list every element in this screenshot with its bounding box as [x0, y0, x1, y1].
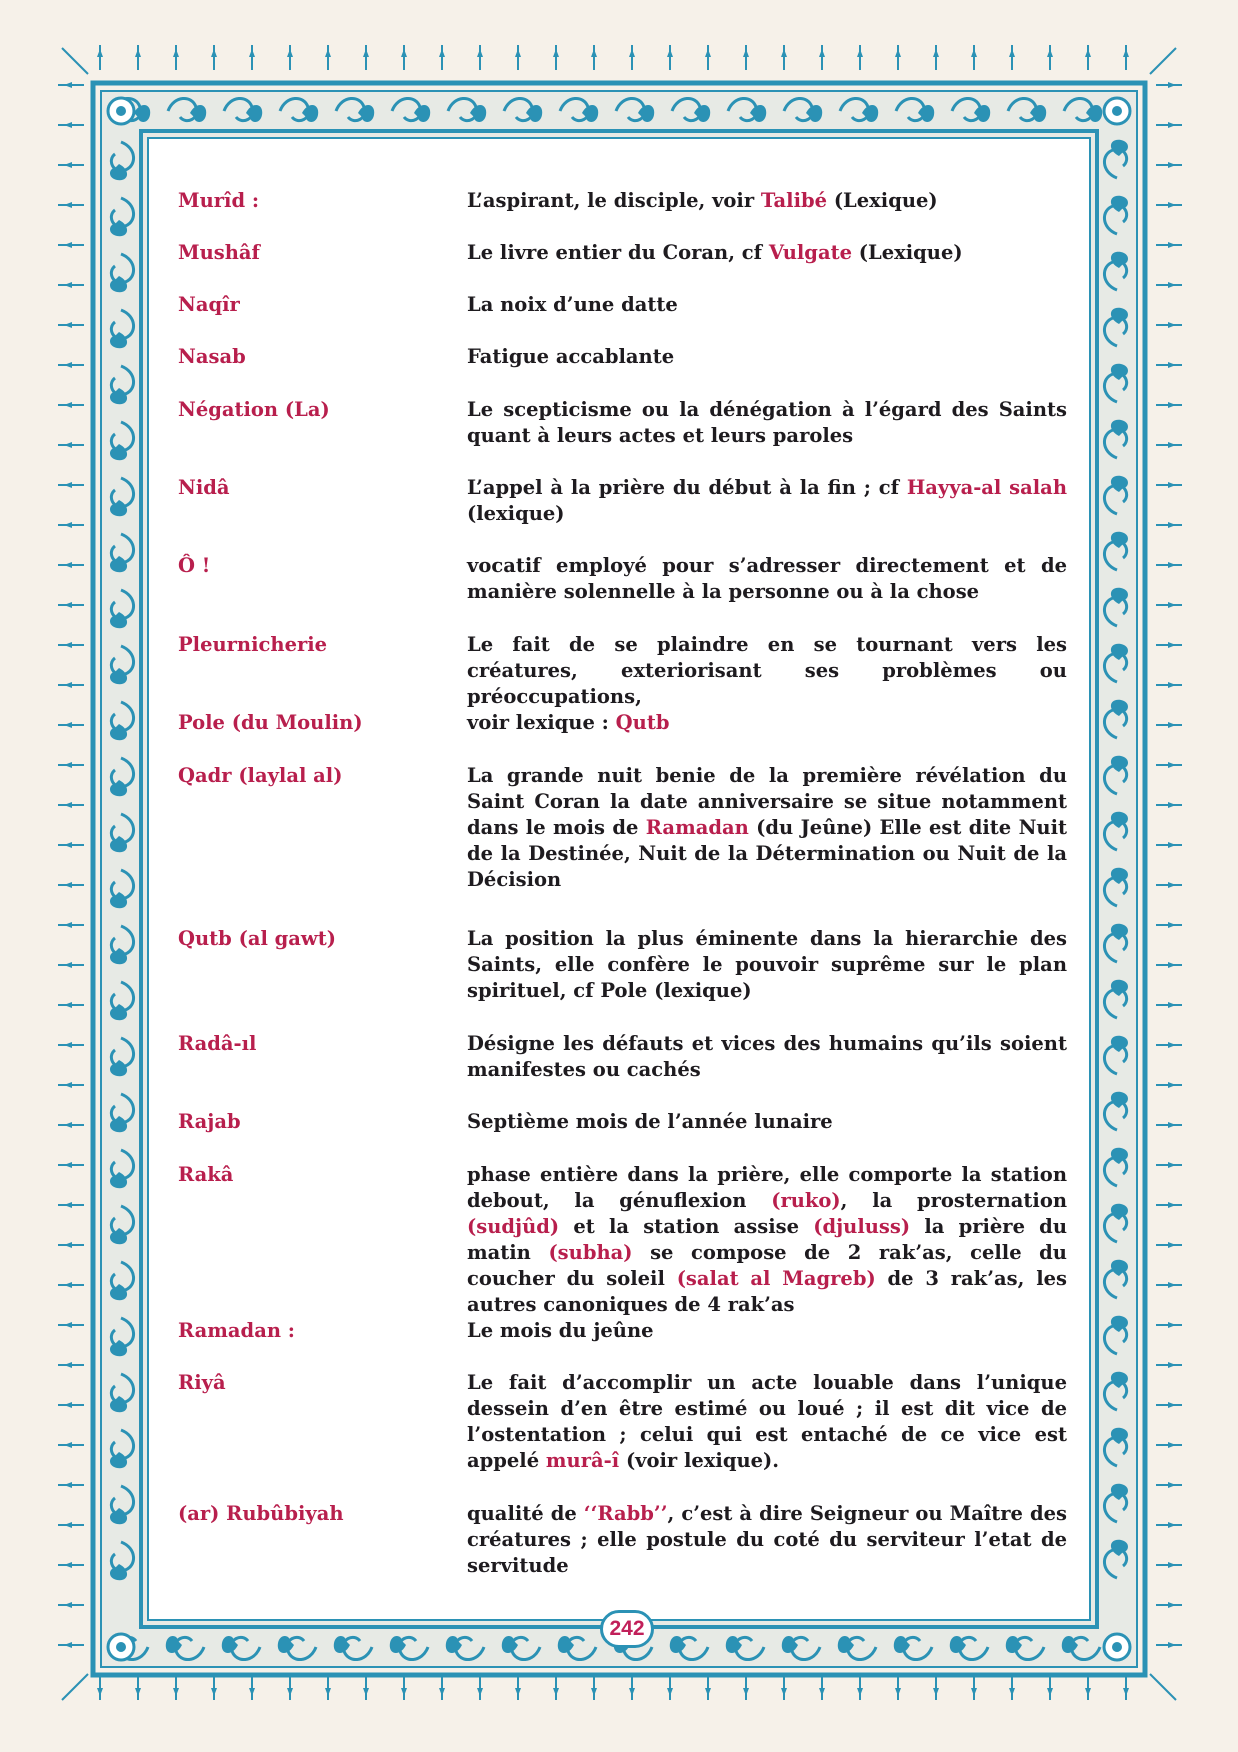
- definition-text: La position la plus éminente dans la hierarchie des Saints, elle confère le pouvoir suprême sur le plan spirituel, cf Pole (lexique): [467, 927, 1067, 1002]
- definition-text: L’appel à la prière du début à la fin ; cf: [467, 476, 907, 499]
- glossary-term: Naqîr: [178, 293, 240, 316]
- cross-reference: ‘‘Rabb’’: [583, 1502, 668, 1525]
- cross-reference: Hayya-al salah: [906, 476, 1067, 499]
- cross-reference: (salat al Magreb): [676, 1267, 876, 1290]
- glossary-definition: [467, 710, 1067, 736]
- glossary-term: Mushâf: [178, 241, 260, 264]
- glossary-term: Qadr (laylal al): [178, 764, 343, 787]
- glossary-definition: [467, 1031, 1067, 1083]
- cross-reference: (subha): [548, 1241, 633, 1264]
- definition-text: la prière du matin: [467, 1215, 1067, 1264]
- definition-text: L’aspirant, le disciple, voir: [467, 189, 761, 212]
- glossary-term: (ar) Rubûbiyah: [178, 1502, 344, 1525]
- glossary-definition: [467, 763, 1067, 893]
- definition-text: Fatigue accablante: [467, 345, 675, 368]
- glossary-definition: [467, 240, 1067, 266]
- cross-reference: (sudjûd): [467, 1215, 560, 1238]
- cross-reference: murâ-î: [545, 1449, 620, 1472]
- glossary-term: Riyâ: [178, 1371, 226, 1394]
- glossary-definition: [467, 188, 1067, 214]
- glossary-definition: [467, 1370, 1067, 1474]
- glossary-definition: [467, 926, 1067, 1004]
- glossary-definition: [467, 344, 1067, 370]
- definition-text: Le mois du jeûne: [467, 1319, 654, 1342]
- cross-reference: Qutb: [615, 711, 670, 734]
- definition-text: Septième mois de l’année lunaire: [467, 1110, 833, 1133]
- cross-reference: (djuluss): [813, 1215, 911, 1238]
- glossary-definition: [467, 475, 1067, 527]
- definition-text: de 3 rak’as, les autres canoniques de 4 rak’as: [467, 1267, 1068, 1316]
- definition-text: qualité de: [467, 1502, 584, 1525]
- glossary-term: Qutb (al gawt): [178, 927, 336, 950]
- definition-text: (du Jeûne) Elle est dite Nuit de la Destinée, Nuit de la Détermination ou Nuit de la Décision: [467, 816, 1067, 891]
- definition-text: La noix d’une datte: [467, 293, 678, 316]
- definition-text: , la prosternation: [840, 1189, 1068, 1212]
- definition-text: La grande nuit benie de la première révélation du Saint Coran la date anniversaire se situe notamment dans le mois de: [467, 764, 1067, 839]
- definition-text: se compose de 2 rak’as, celle du coucher du soleil: [467, 1241, 1067, 1290]
- cross-reference: Talibé: [760, 189, 828, 212]
- glossary-term: Ramadan :: [178, 1319, 295, 1342]
- cross-reference: Ramadan: [645, 816, 749, 839]
- cross-reference: Vulgate: [768, 241, 852, 264]
- definition-text: Le scepticisme ou la dénégation à l’égard des Saints quant à leurs actes et leurs paroles: [467, 398, 1067, 447]
- definition-text: vocatif employé pour s’adresser directement et de manière solennelle à la personne ou à la chose: [467, 554, 1067, 603]
- glossary-term: Négation (La): [178, 398, 330, 421]
- cross-reference: (ruko): [771, 1189, 841, 1212]
- glossary-term: Pleurnicherie: [178, 633, 328, 656]
- definition-text: (Lexique): [827, 189, 938, 212]
- glossary-term: Ô !: [178, 554, 211, 577]
- glossary-list: [178, 188, 1068, 1583]
- definition-text: Le livre entier du Coran, cf: [467, 241, 769, 264]
- glossary-term: Rakâ: [178, 1163, 234, 1186]
- glossary-term: Nasab: [178, 345, 246, 368]
- glossary-term: Radâ-ıl: [178, 1032, 257, 1055]
- definition-text: Le fait de se plaindre en se tournant vers les créatures, exteriorisant ses problèmes ou préoccupations,: [467, 633, 1067, 708]
- glossary-definition: [467, 553, 1067, 605]
- definition-text: et la station assise: [559, 1215, 814, 1238]
- glossary-definition: [467, 292, 1067, 318]
- glossary-definition: [467, 632, 1067, 710]
- definition-text: (Lexique): [852, 241, 963, 264]
- definition-text: , c’est à dire Seigneur ou Maître des créatures ; elle postule du coté du serviteur l’etat de servitude: [467, 1502, 1067, 1577]
- glossary-definition: [467, 397, 1067, 449]
- glossary-term: Nidâ: [178, 476, 230, 499]
- glossary-definition: [467, 1109, 1067, 1135]
- definition-text: Désigne les défauts et vices des humains qu’ils soient manifestes ou cachés: [467, 1032, 1067, 1081]
- definition-text: Le fait d’accomplir un acte louable dans l’unique dessein d’en être estimé ou loué ; il est dit vice de l’ostentation ; celui qui est entaché de ce vice est appelé: [467, 1371, 1067, 1472]
- glossary-term: Pole (du Moulin): [178, 711, 363, 734]
- definition-text: (lexique): [467, 502, 565, 525]
- definition-text: (voir lexique).: [619, 1449, 780, 1472]
- definition-text: voir lexique :: [467, 711, 616, 734]
- definition-text: phase entière dans la prière, elle comporte la station debout, la génuflexion: [467, 1163, 1067, 1212]
- glossary-definition: [467, 1162, 1067, 1318]
- glossary-definition: [467, 1501, 1067, 1579]
- page-number: 242: [600, 1610, 654, 1648]
- glossary-term: Rajab: [178, 1110, 241, 1133]
- glossary-definition: [467, 1318, 1067, 1344]
- glossary-term: Murîd :: [178, 189, 260, 212]
